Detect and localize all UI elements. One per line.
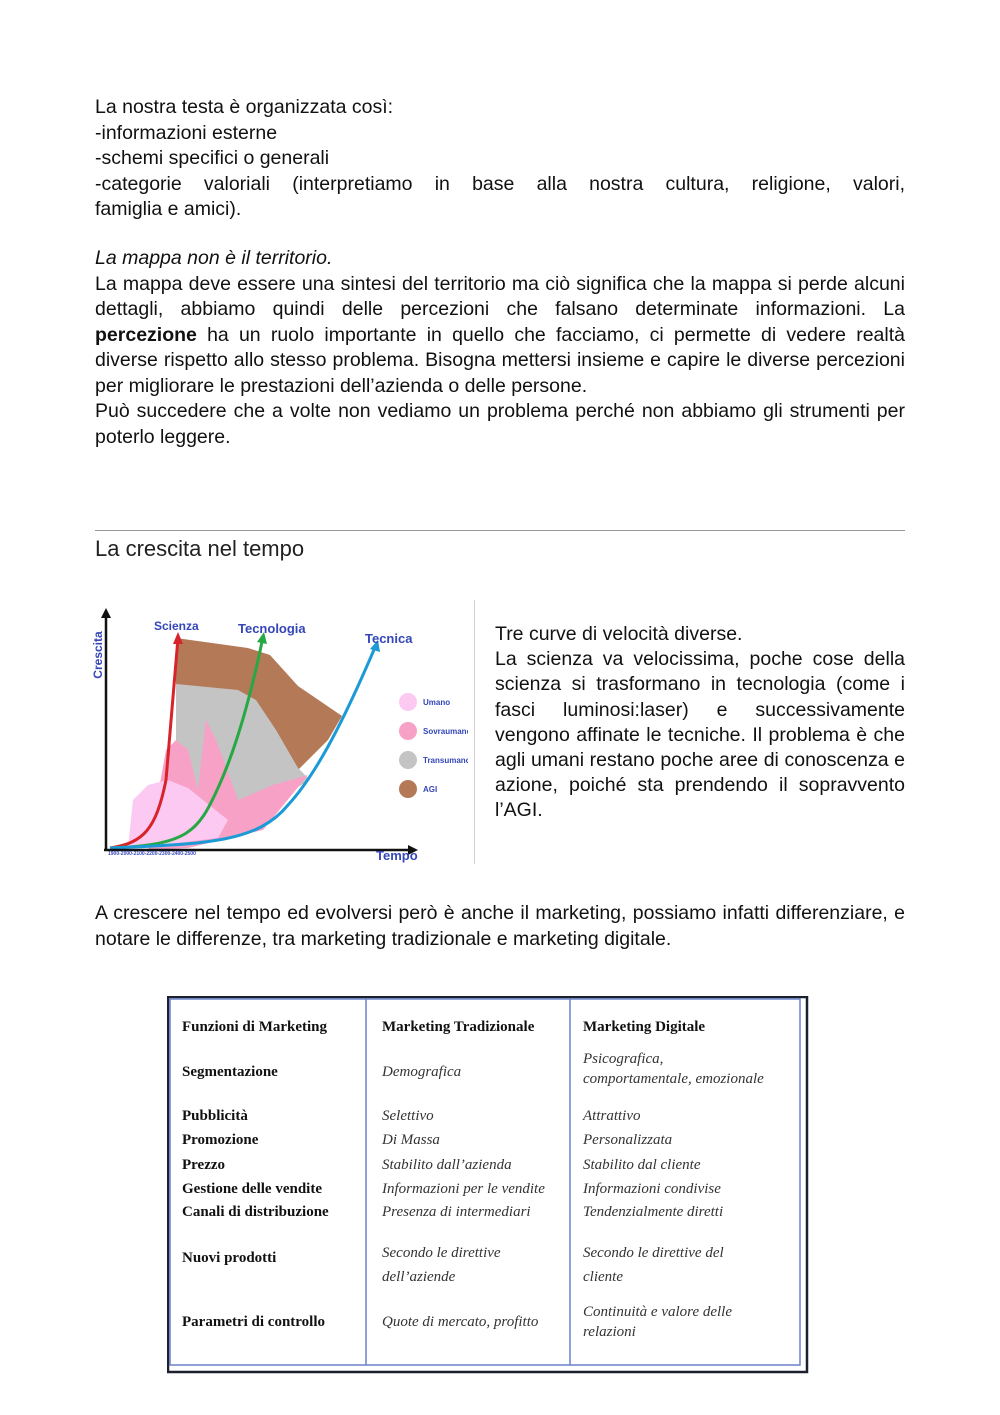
legend-transumano-label: Transumano [423, 756, 468, 765]
table-cell: Prezzo [182, 1157, 226, 1173]
intro-line: famiglia e amici). [95, 198, 242, 220]
table-header: Marketing Digitale [583, 1019, 706, 1035]
table-cell: Pubblicità [182, 1108, 248, 1124]
legend-sovraumano-swatch [399, 722, 417, 740]
legend-agi-label: AGI [423, 785, 438, 794]
section-title: La crescita nel tempo [95, 536, 305, 561]
growth-figure [88, 600, 468, 870]
map-paragraph [95, 246, 905, 450]
figure-divider [474, 600, 475, 864]
table-cell: Di Massa [382, 1132, 440, 1148]
table-cell: Stabilito dal cliente [583, 1157, 701, 1173]
legend-transumano-swatch [399, 751, 417, 769]
table-cell: Canali di distribuzione [182, 1204, 329, 1220]
table-cell: Quote di mercato, profitto [382, 1314, 539, 1330]
label-scienza: Scienza [154, 619, 199, 633]
legend-umano-swatch [399, 693, 417, 711]
table-cell: Demografica [382, 1064, 462, 1080]
marketing-table [167, 996, 809, 1374]
marketing-table-svg [167, 996, 809, 1374]
legend-agi-swatch [399, 780, 417, 798]
scienza-arrow [173, 632, 183, 644]
table-cell: Parametri di controllo [182, 1314, 326, 1330]
table-cell: Secondo le direttive del [583, 1245, 724, 1261]
intro-paragraph [95, 95, 905, 223]
table-cell: Gestione delle vendite [182, 1181, 322, 1197]
x-axis-label: Tempo [376, 848, 418, 863]
table-cell: comportamentale, emozionale [583, 1071, 764, 1087]
section-divider [95, 530, 905, 531]
x-ticks: 1900-2000-2100-2200-2300-2400-2500 [108, 851, 196, 857]
table-cell: cliente [583, 1269, 623, 1285]
table-cell: relazioni [583, 1324, 636, 1340]
growth-figure-svg [88, 600, 468, 870]
table-cell: Secondo le direttive [382, 1245, 501, 1261]
table-cell: Stabilito dall’azienda [382, 1157, 512, 1173]
table-cell: Psicografica, [583, 1051, 664, 1067]
table-cell: Promozione [182, 1132, 259, 1148]
map-italic-heading: La mappa non è il territorio. [95, 247, 333, 269]
table-cell: Selettivo [382, 1108, 434, 1124]
side-text-body: La scienza va velocissima, poche cose della scienza si trasformano in tecnologia (come i fasci luminosi:laser) e successivamente vengono affinate le tecniche. Il problema è che agli umani restano poche aree di conoscenza e azione, poiché sta prendendo il sopravvento l’AGI. [495, 648, 905, 822]
intro-line: -schemi specifici o generali [95, 147, 330, 169]
table-cell: Tendenzialmente diretti [583, 1204, 724, 1220]
table-cell: Attrattivo [583, 1108, 641, 1124]
label-tecnologia: Tecnologia [238, 621, 306, 636]
table-cell: Presenza di intermediari [382, 1204, 531, 1220]
table-header: Marketing Tradizionale [382, 1019, 535, 1035]
legend-umano-label: Umano [423, 698, 451, 707]
table-cell: Informazioni per le vendite [382, 1181, 545, 1197]
map-bold-word: percezione [95, 323, 197, 346]
y-axis-label: Crescita [91, 631, 105, 679]
label-tecnica: Tecnica [365, 631, 413, 646]
table-cell: dell’aziende [382, 1269, 456, 1285]
map-text: ha un ruolo importante in quello che facciamo, ci permette di vedere realtà diverse rispetto allo stesso problema. Bisogna mettersi insieme e capire le diverse percezioni per migliorare le prestazioni dell’azienda o delle persone. [95, 323, 905, 397]
table-cell: Nuovi prodotti [182, 1250, 277, 1266]
marketing-paragraph: A crescere nel tempo ed evolversi però è anche il marketing, possiamo infatti differenziare, e notare le differenze, tra marketing tradizionale e marketing digitale. [95, 902, 905, 950]
intro-line: -categorie valoriali (interpretiamo in base alla nostra cultura, religione, valori, [95, 172, 905, 195]
table-cell: Segmentazione [182, 1064, 278, 1080]
table-cell: Personalizzata [583, 1132, 673, 1148]
map-text: La mappa deve essere una sintesi del territorio ma ciò significa che la mappa si perde alcuni dettagli, abbiamo quindi delle percezioni che falsano determinate informazioni. La [95, 272, 905, 320]
side-text [495, 622, 905, 824]
map-text-2: Può succedere che a volte non vediamo un problema perché non abbiamo gli strumenti per poterlo leggere. [95, 400, 905, 448]
table-cell: Continuità e valore delle [583, 1304, 732, 1320]
intro-line: -informazioni esterne [95, 121, 278, 144]
table-header: Funzioni di Marketing [182, 1019, 328, 1035]
y-axis-arrow [101, 608, 111, 618]
side-text-line1: Tre curve di velocità diverse. [495, 623, 743, 645]
legend-sovraumano-label: Sovraumano [423, 727, 468, 736]
table-cell: Informazioni condivise [583, 1181, 721, 1197]
intro-line: La nostra testa è organizzata così: [95, 96, 394, 118]
